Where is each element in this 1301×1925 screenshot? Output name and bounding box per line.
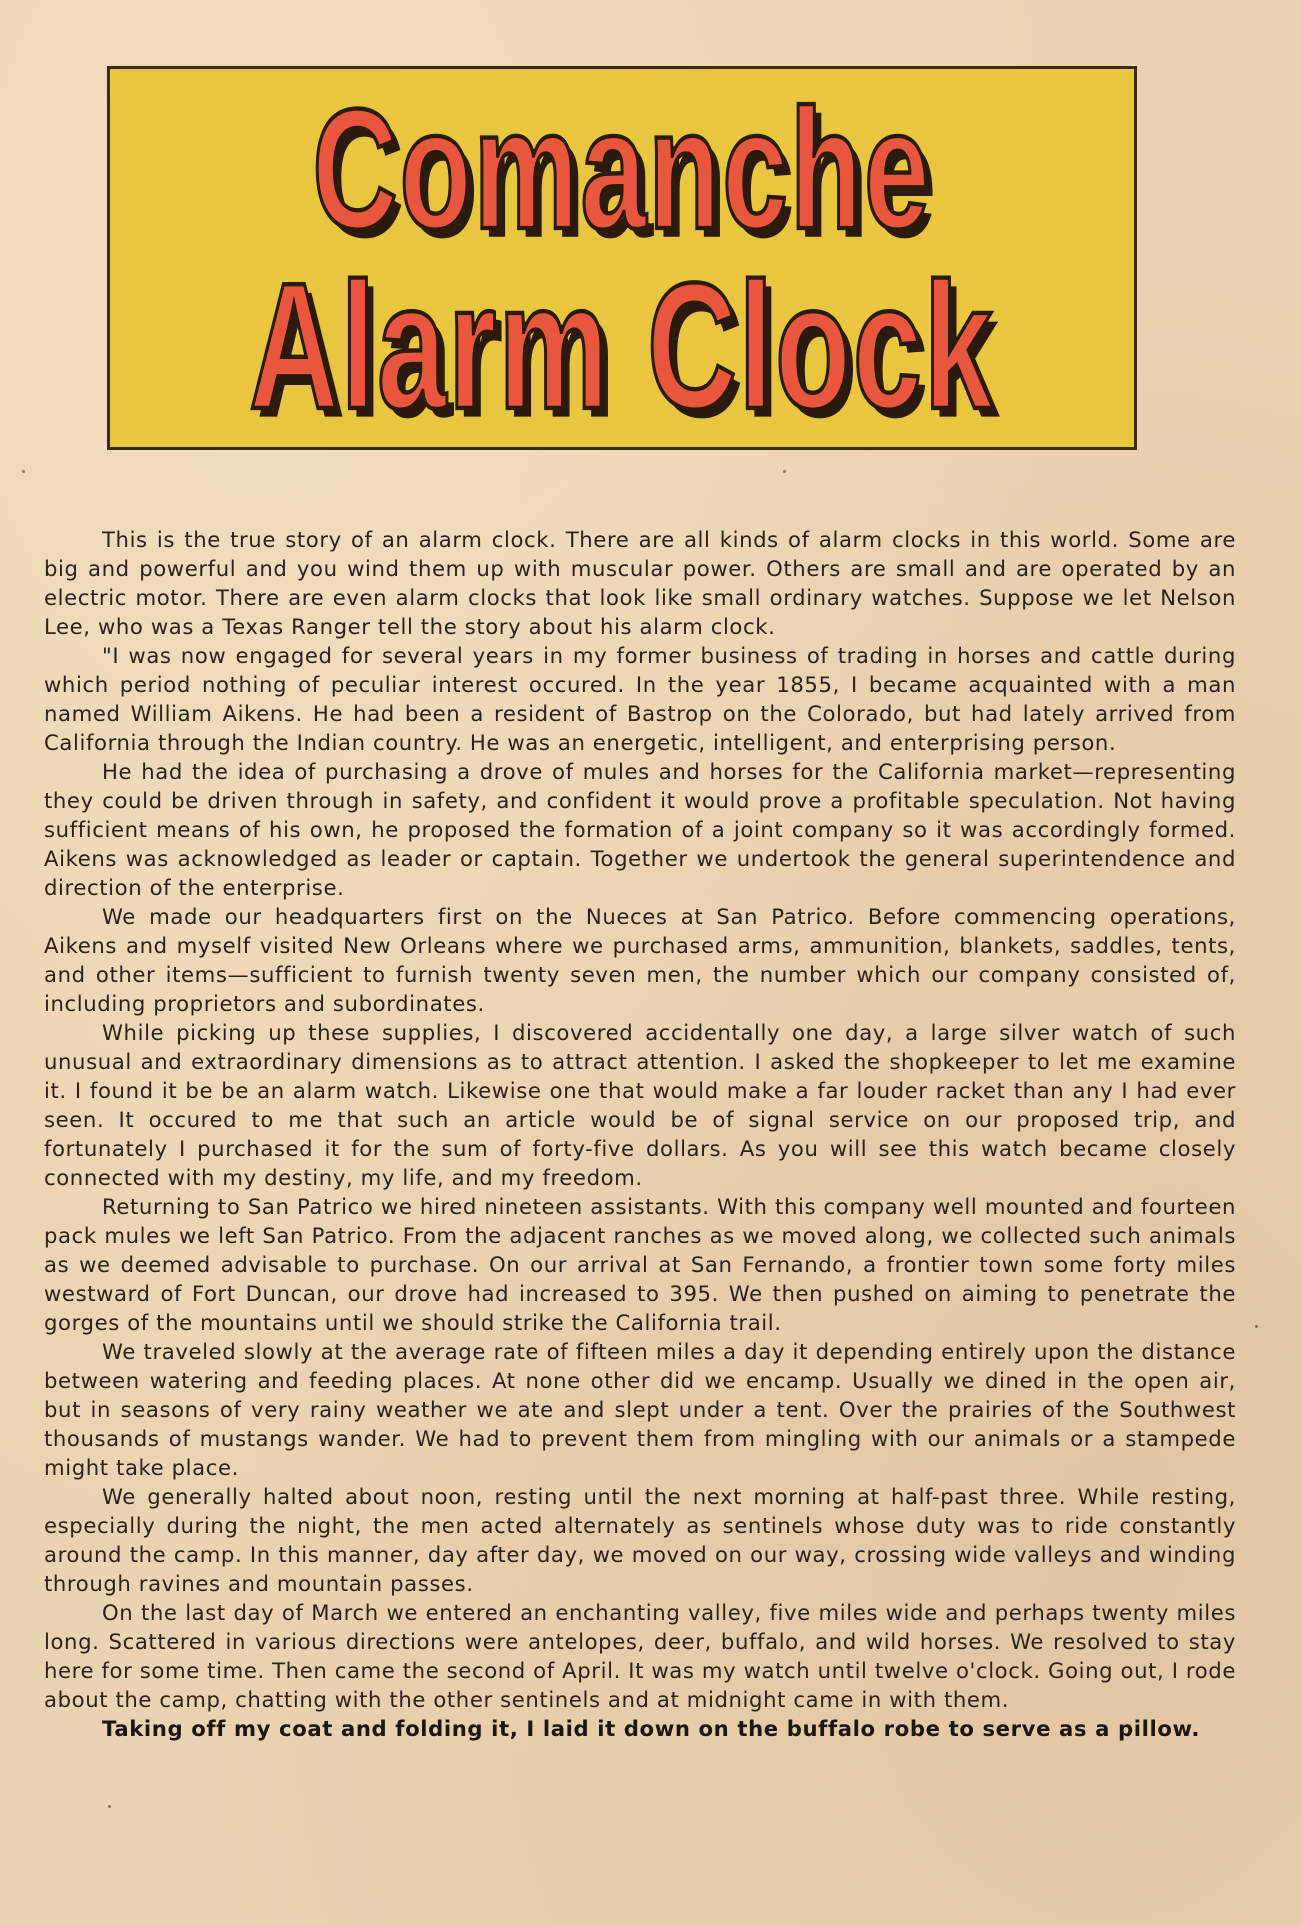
story-text xyxy=(44,525,1236,1743)
paragraph: This is the true story of an alarm clock. There are all kinds of alarm clocks in this world. Some are big and powerful and you wind them up with muscular power. Others are small and are operated by an electric motor. There are even alarm clocks that look like small ordinary watches. Suppose we let Nelson Lee, who was a Texas Ranger tell the story about his alarm clock. xyxy=(44,527,1236,639)
paragraph: We generally halted about noon, resting until the next morning at half-past three. While resting, especially during the night, the men acted alternately as sentinels whose duty was to ride constantly around the camp. In this manner, day after day, we moved on our way, crossing wide valleys and winding through ravines and mountain passes. xyxy=(44,1484,1236,1596)
paper-speck xyxy=(1255,1325,1258,1328)
paper-speck xyxy=(108,1805,111,1808)
paragraph: While picking up these supplies, I discovered accidentally one day, a large silver watch of such unusual and extraordinary dimensions as to attract attention. I asked the shopkeeper to let me examine it. I found it be be an alarm watch. Likewise one that would make a far louder racket than any I had ever seen. It occured to me that such an article would be of signal service on our proposed trip, and fortunately I purchased it for the sum of forty-five dollars. As you will see this watch became closely connected with my destiny, my life, and my freedom. xyxy=(44,1020,1236,1190)
paragraph-closing: Taking off my coat and folding it, I laid it down on the buffalo robe to serve as a pillow. xyxy=(102,1716,1200,1741)
title-line-1: Comanche xyxy=(312,74,932,266)
title-panel xyxy=(107,66,1137,450)
paragraph: We made our headquarters first on the Nueces at San Patrico. Before commencing operations, Aikens and myself visited New Orleans where we purchased arms, ammunition, blankets, saddles, tents, and other items—sufficient to furnish twenty seven men, the number which our company consisted of, including proprietors and subordinates. xyxy=(44,904,1236,1016)
paper-speck xyxy=(22,470,25,473)
title-line-2: Alarm Clock xyxy=(249,246,995,448)
paragraph: He had the idea of purchasing a drove of mules and horses for the California market—representing they could be driven through in safety, and confident it would prove a profitable speculation. Not having sufficient means of his own, he proposed the formation of a joint company so it was accordingly formed. Aikens was acknowledged as leader or captain. Together we undertook the general superintendence and direction of the enterprise. xyxy=(44,759,1236,900)
paragraph: We traveled slowly at the average rate of fifteen miles a day it depending entirely upon the distance between watering and feeding places. At none other did we encamp. Usually we dined in the open air, but in seasons of very rainy weather we ate and slept under a tent. Over the prairies of the Southwest thousands of mustangs wander. We had to prevent them from mingling with our animals or a stampede might take place. xyxy=(44,1339,1236,1480)
paragraph: On the last day of March we entered an enchanting valley, five miles wide and perhaps twenty miles long. Scattered in various directions were antelopes, deer, buffalo, and wild horses. We resolved to stay here for some time. Then came the second of April. It was my watch until twelve o'clock. Going out, I rode about the camp, chatting with the other sentinels and at midnight came in with them. xyxy=(44,1600,1236,1712)
paper-speck xyxy=(783,470,786,473)
paragraph: Returning to San Patrico we hired nineteen assistants. With this company well mounted and fourteen pack mules we left San Patrico. From the adjacent ranches as we moved along, we collected such animals as we deemed advisable to purchase. On our arrival at San Fernando, a frontier town some forty miles westward of Fort Duncan, our drove had increased to 395. We then pushed on aiming to penetrate the gorges of the mountains until we should strike the California trail. xyxy=(44,1194,1236,1335)
paragraph: "I was now engaged for several years in my former business of trading in horses and cattle during which period nothing of peculiar interest occured. In the year 1855, I became acquainted with a man named William Aikens. He had been a resident of Bastrop on the Colorado, but had lately arrived from California through the Indian country. He was an energetic, intelligent, and enterprising person. xyxy=(44,643,1236,755)
